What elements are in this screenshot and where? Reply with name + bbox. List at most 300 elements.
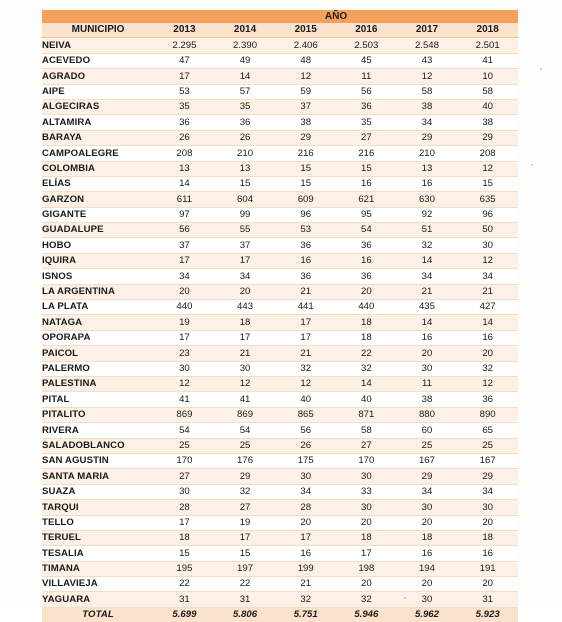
table-row — [42, 530, 518, 545]
municipio-cell: NEIVA — [42, 38, 154, 53]
value-cell: 96 — [275, 207, 336, 222]
value-cell: 40 — [457, 99, 518, 114]
value-cell: 175 — [275, 453, 336, 468]
total-value: 5.946 — [336, 607, 397, 622]
municipio-cell: PALERMO — [42, 361, 154, 376]
table-row — [42, 577, 518, 592]
value-cell: 65 — [457, 423, 518, 438]
value-cell: 22 — [336, 346, 397, 361]
value-cell: 15 — [336, 161, 397, 176]
total-value: 5.699 — [154, 607, 215, 622]
value-cell: 19 — [215, 515, 276, 530]
municipio-cell: GIGANTE — [42, 207, 154, 222]
year-column-header: 2016 — [336, 23, 397, 38]
value-cell: 21 — [457, 284, 518, 299]
value-cell: 32 — [215, 484, 276, 499]
value-cell: 60 — [397, 423, 458, 438]
value-cell: 20 — [457, 577, 518, 592]
value-cell: 36 — [336, 238, 397, 253]
value-cell: 13 — [215, 161, 276, 176]
value-cell: 22 — [154, 577, 215, 592]
table-row — [42, 238, 518, 253]
value-cell: 35 — [215, 99, 276, 114]
value-cell: 34 — [457, 269, 518, 284]
year-column-header: 2017 — [397, 23, 458, 38]
value-cell: 30 — [154, 484, 215, 499]
municipio-cell: ALTAMIRA — [42, 115, 154, 130]
value-cell: 27 — [215, 500, 276, 515]
value-cell: 26 — [215, 130, 276, 145]
table-row — [42, 69, 518, 84]
value-cell: 34 — [397, 115, 458, 130]
municipio-cell: GARZON — [42, 192, 154, 207]
value-cell: 208 — [154, 146, 215, 161]
value-cell: 14 — [154, 176, 215, 191]
table-row — [42, 223, 518, 238]
value-cell: 23 — [154, 346, 215, 361]
value-cell: 26 — [154, 130, 215, 145]
municipio-cell: ELÍAS — [42, 176, 154, 191]
municipio-cell: VILLAVIEJA — [42, 577, 154, 592]
value-cell: 31 — [154, 592, 215, 607]
value-cell: 97 — [154, 207, 215, 222]
value-cell: 635 — [457, 192, 518, 207]
table-row — [42, 438, 518, 453]
total-label: TOTAL — [42, 607, 154, 622]
value-cell: 34 — [397, 484, 458, 499]
municipio-cell: COLOMBIA — [42, 161, 154, 176]
table-row — [42, 253, 518, 268]
value-cell: 34 — [275, 484, 336, 499]
value-cell: 14 — [336, 376, 397, 391]
value-cell: 41 — [154, 392, 215, 407]
value-cell: 21 — [397, 284, 458, 299]
value-cell: 49 — [215, 53, 276, 68]
value-cell: 30 — [397, 500, 458, 515]
value-cell: 13 — [154, 161, 215, 176]
value-cell: 31 — [215, 592, 276, 607]
value-cell: 167 — [397, 453, 458, 468]
value-cell: 54 — [154, 423, 215, 438]
municipio-cell: SUAZA — [42, 484, 154, 499]
table-row — [42, 161, 518, 176]
municipio-cell: PITAL — [42, 392, 154, 407]
value-cell: 53 — [154, 84, 215, 99]
value-cell: 95 — [336, 207, 397, 222]
value-cell: 2.295 — [154, 38, 215, 53]
value-cell: 621 — [336, 192, 397, 207]
value-cell: 27 — [336, 438, 397, 453]
table-row — [42, 130, 518, 145]
value-cell: 176 — [215, 453, 276, 468]
value-cell: 2.503 — [336, 38, 397, 53]
value-cell: 41 — [457, 53, 518, 68]
value-cell: 38 — [397, 99, 458, 114]
value-cell: 53 — [275, 223, 336, 238]
value-cell: 34 — [397, 269, 458, 284]
value-cell: 32 — [336, 361, 397, 376]
value-cell: 20 — [397, 515, 458, 530]
column-header-row — [42, 23, 518, 38]
year-column-header: 2018 — [457, 23, 518, 38]
table-row — [42, 361, 518, 376]
value-cell: 210 — [397, 146, 458, 161]
value-cell: 208 — [457, 146, 518, 161]
value-cell: 25 — [457, 438, 518, 453]
value-cell: 56 — [336, 84, 397, 99]
value-cell: 21 — [275, 284, 336, 299]
municipio-cell: SAN AGUSTIN — [42, 453, 154, 468]
municipio-cell: TARQUI — [42, 500, 154, 515]
value-cell: 36 — [275, 238, 336, 253]
total-value: 5.806 — [215, 607, 276, 622]
value-cell: 12 — [457, 161, 518, 176]
value-cell: 12 — [275, 69, 336, 84]
value-cell: 194 — [397, 561, 458, 576]
value-cell: 871 — [336, 407, 397, 422]
table-row — [42, 392, 518, 407]
municipio-cell: SANTA MARIA — [42, 469, 154, 484]
municipio-cell: SALADOBLANCO — [42, 438, 154, 453]
table-row — [42, 376, 518, 391]
municipio-cell: PALESTINA — [42, 376, 154, 391]
table-row — [42, 176, 518, 191]
value-cell: 216 — [336, 146, 397, 161]
municipio-cell: BARAYA — [42, 130, 154, 145]
value-cell: 12 — [154, 376, 215, 391]
value-cell: 18 — [397, 530, 458, 545]
value-cell: 58 — [457, 84, 518, 99]
value-cell: 890 — [457, 407, 518, 422]
value-cell: 37 — [275, 99, 336, 114]
value-cell: 630 — [397, 192, 458, 207]
year-column-header: 2015 — [275, 23, 336, 38]
value-cell: 30 — [397, 361, 458, 376]
value-cell: 50 — [457, 223, 518, 238]
value-cell: 16 — [457, 546, 518, 561]
municipio-cell: TERUEL — [42, 530, 154, 545]
header-spacer — [42, 10, 154, 23]
value-cell: 30 — [336, 469, 397, 484]
value-cell: 16 — [457, 330, 518, 345]
municipio-cell: YAGUARA — [42, 592, 154, 607]
value-cell: 18 — [336, 330, 397, 345]
value-cell: 37 — [215, 238, 276, 253]
value-cell: 10 — [457, 69, 518, 84]
value-cell: 18 — [215, 315, 276, 330]
value-cell: 38 — [457, 115, 518, 130]
value-cell: 15 — [275, 161, 336, 176]
value-cell: 18 — [336, 315, 397, 330]
value-cell: 30 — [275, 469, 336, 484]
value-cell: 37 — [154, 238, 215, 253]
value-cell: 29 — [275, 130, 336, 145]
value-cell: 22 — [215, 577, 276, 592]
table-row — [42, 207, 518, 222]
value-cell: 2.501 — [457, 38, 518, 53]
value-cell: 869 — [154, 407, 215, 422]
table-row — [42, 346, 518, 361]
value-cell: 14 — [397, 315, 458, 330]
value-cell: 216 — [275, 146, 336, 161]
municipio-cell: LA ARGENTINA — [42, 284, 154, 299]
value-cell: 20 — [397, 346, 458, 361]
value-cell: 609 — [275, 192, 336, 207]
value-cell: 20 — [275, 515, 336, 530]
table-row — [42, 469, 518, 484]
value-cell: 41 — [215, 392, 276, 407]
municipio-cell: CAMPOALEGRE — [42, 146, 154, 161]
value-cell: 36 — [215, 115, 276, 130]
value-cell: 34 — [215, 269, 276, 284]
value-cell: 191 — [457, 561, 518, 576]
value-cell: 198 — [336, 561, 397, 576]
table-row — [42, 300, 518, 315]
value-cell: 440 — [336, 300, 397, 315]
value-cell: 34 — [154, 269, 215, 284]
municipio-cell: LA PLATA — [42, 300, 154, 315]
value-cell: 28 — [275, 500, 336, 515]
value-cell: 20 — [154, 284, 215, 299]
value-cell: 17 — [275, 330, 336, 345]
value-cell: 48 — [275, 53, 336, 68]
value-cell: 12 — [215, 376, 276, 391]
value-cell: 435 — [397, 300, 458, 315]
value-cell: 865 — [275, 407, 336, 422]
value-cell: 170 — [336, 453, 397, 468]
year-group-header-row — [42, 10, 518, 23]
value-cell: 30 — [457, 238, 518, 253]
value-cell: 27 — [336, 130, 397, 145]
value-cell: 38 — [397, 392, 458, 407]
value-cell: 604 — [215, 192, 276, 207]
value-cell: 30 — [336, 500, 397, 515]
table-row — [42, 561, 518, 576]
table-row — [42, 330, 518, 345]
value-cell: 869 — [215, 407, 276, 422]
value-cell: 54 — [336, 223, 397, 238]
municipio-cell: PITALITO — [42, 407, 154, 422]
municipio-cell: ALGECIRAS — [42, 99, 154, 114]
value-cell: 11 — [336, 69, 397, 84]
value-cell: 35 — [154, 99, 215, 114]
value-cell: 14 — [457, 315, 518, 330]
value-cell: 38 — [275, 115, 336, 130]
value-cell: 99 — [215, 207, 276, 222]
municipio-cell: NATAGA — [42, 315, 154, 330]
municipio-cell: ISNOS — [42, 269, 154, 284]
value-cell: 17 — [154, 515, 215, 530]
value-cell: 32 — [397, 238, 458, 253]
value-cell: 12 — [457, 376, 518, 391]
municipio-cell: TESALIA — [42, 546, 154, 561]
municipio-cell: ACEVEDO — [42, 53, 154, 68]
value-cell: 32 — [275, 361, 336, 376]
table-row — [42, 99, 518, 114]
scan-speck — [531, 164, 533, 166]
table-row — [42, 115, 518, 130]
value-cell: 28 — [154, 500, 215, 515]
value-cell: 21 — [215, 346, 276, 361]
value-cell: 21 — [275, 577, 336, 592]
value-cell: 15 — [215, 176, 276, 191]
year-group-header: AÑO — [154, 10, 518, 23]
value-cell: 25 — [397, 438, 458, 453]
value-cell: 58 — [397, 84, 458, 99]
table-row — [42, 500, 518, 515]
value-cell: 29 — [457, 469, 518, 484]
year-column-header: 2014 — [215, 23, 276, 38]
value-cell: 36 — [275, 269, 336, 284]
value-cell: 32 — [457, 361, 518, 376]
value-cell: 29 — [457, 130, 518, 145]
value-cell: 29 — [397, 130, 458, 145]
value-cell: 26 — [275, 438, 336, 453]
table-row — [42, 546, 518, 561]
value-cell: 611 — [154, 192, 215, 207]
value-cell: 32 — [275, 592, 336, 607]
value-cell: 16 — [397, 546, 458, 561]
value-cell: 19 — [154, 315, 215, 330]
total-row — [42, 607, 518, 622]
value-cell: 25 — [215, 438, 276, 453]
value-cell: 13 — [397, 161, 458, 176]
value-cell: 20 — [336, 284, 397, 299]
table-row — [42, 453, 518, 468]
value-cell: 51 — [397, 223, 458, 238]
value-cell: 16 — [397, 176, 458, 191]
table-row — [42, 38, 518, 53]
value-cell: 96 — [457, 207, 518, 222]
value-cell: 35 — [336, 115, 397, 130]
value-cell: 16 — [275, 546, 336, 561]
scan-speck — [540, 68, 542, 70]
value-cell: 20 — [397, 577, 458, 592]
value-cell: 36 — [336, 269, 397, 284]
value-cell: 29 — [397, 469, 458, 484]
value-cell: 34 — [457, 484, 518, 499]
value-cell: 16 — [275, 253, 336, 268]
value-cell: 92 — [397, 207, 458, 222]
value-cell: 30 — [457, 500, 518, 515]
value-cell: 29 — [215, 469, 276, 484]
value-cell: 170 — [154, 453, 215, 468]
municipio-cell: TELLO — [42, 515, 154, 530]
scan-speck — [404, 597, 406, 599]
value-cell: 14 — [397, 253, 458, 268]
value-cell: 16 — [397, 330, 458, 345]
value-cell: 31 — [457, 592, 518, 607]
table-row — [42, 192, 518, 207]
value-cell: 36 — [457, 392, 518, 407]
value-cell: 40 — [336, 392, 397, 407]
table-row — [42, 84, 518, 99]
value-cell: 30 — [154, 361, 215, 376]
value-cell: 17 — [215, 330, 276, 345]
value-cell: 17 — [215, 253, 276, 268]
table-row — [42, 53, 518, 68]
value-cell: 17 — [215, 530, 276, 545]
value-cell: 32 — [336, 592, 397, 607]
value-cell: 2.390 — [215, 38, 276, 53]
value-cell: 199 — [275, 561, 336, 576]
value-cell: 2.548 — [397, 38, 458, 53]
value-cell: 16 — [336, 176, 397, 191]
value-cell: 15 — [154, 546, 215, 561]
year-column-header: 2013 — [154, 23, 215, 38]
value-cell: 45 — [336, 53, 397, 68]
table-row — [42, 146, 518, 161]
value-cell: 12 — [275, 376, 336, 391]
table-row — [42, 515, 518, 530]
value-cell: 36 — [154, 115, 215, 130]
value-cell: 195 — [154, 561, 215, 576]
value-cell: 56 — [154, 223, 215, 238]
value-cell: 54 — [215, 423, 276, 438]
municipio-cell: TIMANA — [42, 561, 154, 576]
value-cell: 12 — [397, 69, 458, 84]
value-cell: 880 — [397, 407, 458, 422]
value-cell: 30 — [215, 361, 276, 376]
table-row — [42, 284, 518, 299]
municipio-cell: OPORAPA — [42, 330, 154, 345]
value-cell: 17 — [154, 253, 215, 268]
value-cell: 25 — [154, 438, 215, 453]
value-cell: 2.406 — [275, 38, 336, 53]
table-row — [42, 269, 518, 284]
value-cell: 56 — [275, 423, 336, 438]
value-cell: 20 — [336, 577, 397, 592]
municipio-cell: HOBO — [42, 238, 154, 253]
table-row — [42, 407, 518, 422]
total-value: 5.923 — [457, 607, 518, 622]
value-cell: 15 — [275, 176, 336, 191]
value-cell: 33 — [336, 484, 397, 499]
table-row — [42, 315, 518, 330]
total-value: 5.751 — [275, 607, 336, 622]
value-cell: 12 — [457, 253, 518, 268]
municipio-cell: IQUIRA — [42, 253, 154, 268]
municipio-cell: PAICOL — [42, 346, 154, 361]
table-body — [42, 38, 518, 607]
value-cell: 40 — [275, 392, 336, 407]
municipio-cell: AGRADO — [42, 69, 154, 84]
value-cell: 14 — [215, 69, 276, 84]
value-cell: 36 — [336, 99, 397, 114]
value-cell: 440 — [154, 300, 215, 315]
table-row — [42, 423, 518, 438]
value-cell: 427 — [457, 300, 518, 315]
municipio-cell: GUADALUPE — [42, 223, 154, 238]
value-cell: 27 — [154, 469, 215, 484]
value-cell: 30 — [397, 592, 458, 607]
municipio-cell: AIPE — [42, 84, 154, 99]
value-cell: 441 — [275, 300, 336, 315]
value-cell: 21 — [275, 346, 336, 361]
value-cell: 15 — [215, 546, 276, 561]
value-cell: 167 — [457, 453, 518, 468]
value-cell: 17 — [275, 315, 336, 330]
value-cell: 18 — [336, 530, 397, 545]
table-row — [42, 592, 518, 607]
municipio-column-header: MUNICIPIO — [42, 23, 154, 38]
municipio-year-table — [42, 10, 518, 622]
value-cell: 47 — [154, 53, 215, 68]
value-cell: 20 — [215, 284, 276, 299]
value-cell: 210 — [215, 146, 276, 161]
value-cell: 43 — [397, 53, 458, 68]
value-cell: 20 — [457, 515, 518, 530]
